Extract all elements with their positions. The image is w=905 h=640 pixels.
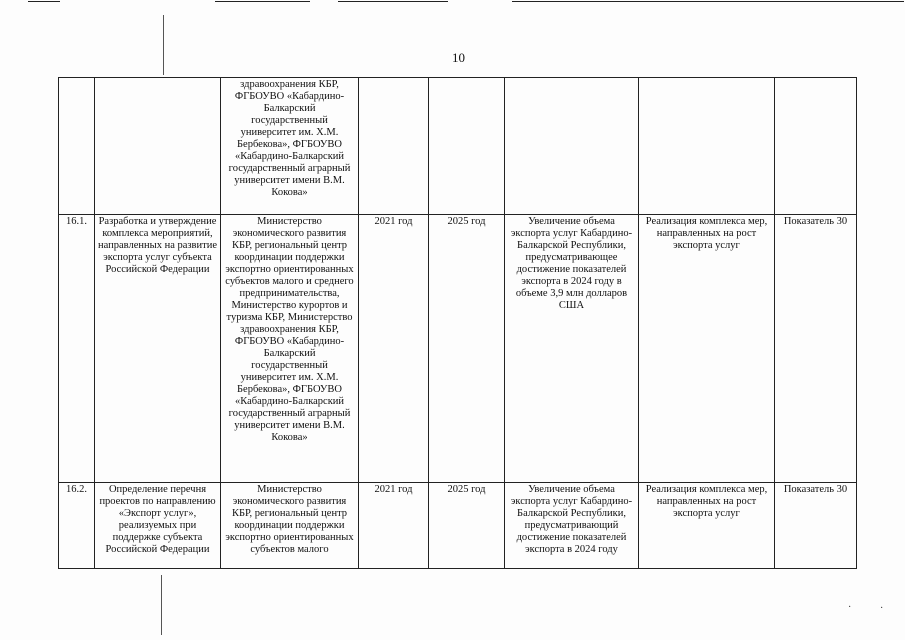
cell-link: Реализация комплекса мер, направленных на рост экспорта услуг	[639, 215, 775, 483]
cell-start: 2021 год	[359, 483, 429, 569]
cell-indicator: Показатель 30	[775, 215, 857, 483]
cell-start	[359, 78, 429, 215]
cell-start: 2021 год	[359, 215, 429, 483]
cell-name	[95, 78, 221, 215]
table-row	[59, 78, 857, 215]
scan-line	[215, 1, 310, 2]
table-row	[59, 215, 857, 483]
cell-result	[505, 78, 639, 215]
cell-end: 2025 год	[429, 483, 505, 569]
scan-line	[28, 1, 60, 2]
cell-result: Увеличение объема экспорта услуг Кабардино-Балкарской Республики, предусматривающий достижение показателей экспорта в 2024 году	[505, 483, 639, 569]
cell-executors: Министерство экономического развития КБР, региональный центр координации поддержки экспортно ориентированных субъектов малого и среднего предпринимательства, Министерство курортов и туризма КБР, Министерство здравоохранения КБР, ФГБОУВО «Кабардино-Балкарский государственный университет им. Х.М. Бербекова», ФГБОУВО «Кабардино-Балкарский государственный аграрный университет имени В.М. Кокова»	[221, 215, 359, 483]
cell-number: 16.2.	[59, 483, 95, 569]
cell-link	[639, 78, 775, 215]
cell-name: Разработка и утверждение комплекса мероприятий, направленных на развитие экспорта услуг субъекта Российской Федерации	[95, 215, 221, 483]
cell-executors: здравоохранения КБР, ФГБОУВО «Кабардино-Балкарский государственный университет им. Х.М. Бербекова», ФГБОУВО «Кабардино-Балкарский государственный аграрный университет имени В.М. Кокова»	[221, 78, 359, 215]
scan-line	[338, 1, 448, 2]
scan-speck: ·	[848, 602, 852, 613]
scan-mark	[161, 575, 162, 635]
activity-table	[58, 77, 857, 569]
cell-executors: Министерство экономического развития КБР, региональный центр координации поддержки экспортно ориентированных субъектов малого	[221, 483, 359, 569]
cell-result: Увеличение объема экспорта услуг Кабардино-Балкарской Республики, предусматривающее достижение показателей экспорта в 2024 году в объеме 3,9 млн долларов США	[505, 215, 639, 483]
cell-end: 2025 год	[429, 215, 505, 483]
cell-name: Определение перечня проектов по направлению «Экспорт услуг», реализуемых при поддержке субъекта Российской Федерации	[95, 483, 221, 569]
scan-mark	[163, 15, 164, 75]
table-row	[59, 483, 857, 569]
cell-indicator	[775, 78, 857, 215]
cell-end	[429, 78, 505, 215]
page-number: 10	[452, 50, 465, 65]
cell-link: Реализация комплекса мер, направленных на рост экспорта услуг	[639, 483, 775, 569]
cell-number: 16.1.	[59, 215, 95, 483]
cell-indicator: Показатель 30	[775, 483, 857, 569]
scan-speck: ·	[880, 603, 884, 614]
scan-line	[512, 1, 904, 2]
cell-number	[59, 78, 95, 215]
